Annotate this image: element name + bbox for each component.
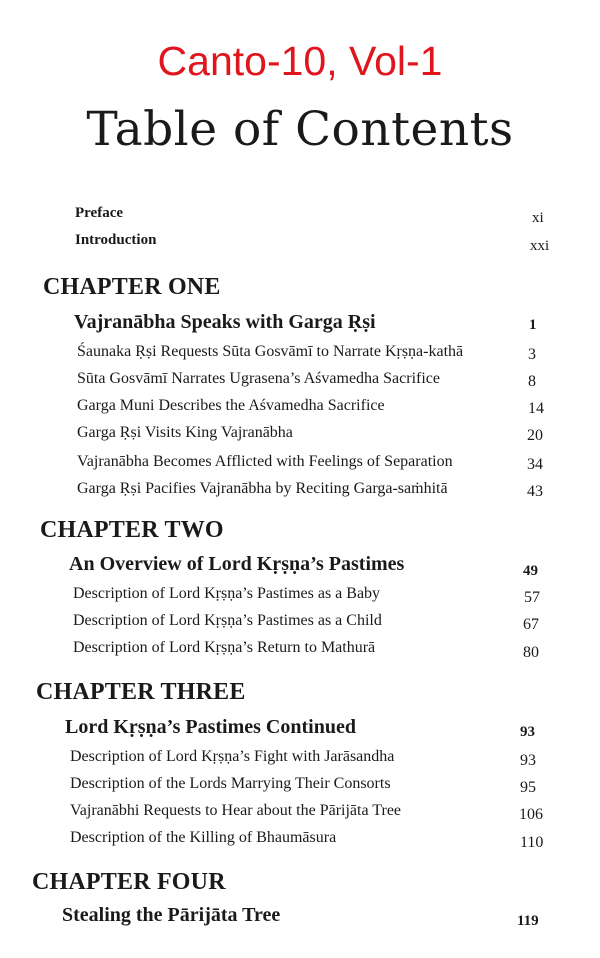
section-label: Śaunaka Ṛṣi Requests Sūta Gosvāmī to Narrate Kṛṣṇa-kathā [77,343,464,360]
chapter-heading: CHAPTER THREE [36,679,246,705]
chapter-title: Lord Kṛṣṇa’s Pastimes Continued [65,716,356,738]
section-label: Garga Ṛṣi Pacifies Vajranābha by Reciting Garga-saṁhitā [77,480,448,497]
chapter-heading: CHAPTER TWO [40,517,224,543]
section-page: 20 [527,427,543,444]
section-page: 3 [528,346,536,363]
section-page: 95 [520,779,536,796]
chapter-heading: CHAPTER FOUR [32,869,226,895]
section-label: Description of Lord Kṛṣṇa’s Pastimes as a Baby [73,585,381,602]
section-page: 57 [524,589,540,606]
section-label: Vajranābha Becomes Afflicted with Feelings of Separation [77,453,453,470]
chapter-heading: CHAPTER ONE [43,274,221,300]
section-page: 8 [528,373,536,390]
section-page: 43 [527,483,543,500]
entry-label: Preface [75,205,124,221]
section-label: Vajranābhi Requests to Hear about the Pārijāta Tree [70,802,402,819]
section-label: Description of the Lords Marrying Their Consorts [70,775,391,792]
section-label: Garga Muni Describes the Aśvamedha Sacrifice [77,397,385,414]
section-page: 80 [523,644,539,661]
canto-label: Canto-10, Vol-1 [157,38,443,84]
section-page: 34 [527,456,543,473]
section-label: Description of Lord Kṛṣṇa’s Pastimes as a Child [73,612,382,629]
section-label: Sūta Gosvāmī Narrates Ugrasena’s Aśvamedha Sacrifice [77,370,440,387]
chapter-page: 1 [529,317,537,333]
page-title: Table of Contents [86,102,514,157]
section-label: Garga Ṛṣi Visits King Vajranābha [77,424,293,441]
section-page: 14 [528,400,544,417]
chapter-page: 119 [517,913,539,929]
section-label: Description of Lord Kṛṣṇa’s Fight with Jarāsandha [70,748,395,765]
chapter-page: 93 [520,724,535,740]
section-page: 67 [523,616,539,633]
chapter-title: An Overview of Lord Kṛṣṇa’s Pastimes [69,553,405,575]
section-label: Description of Lord Kṛṣṇa’s Return to Mathurā [73,639,376,656]
section-page: 106 [519,806,543,823]
chapter-title: Vajranābha Speaks with Garga Ṛṣi [74,311,376,333]
section-label: Description of the Killing of Bhaumāsura [70,829,337,846]
chapter-title: Stealing the Pārijāta Tree [62,904,281,926]
entry-label: Introduction [75,232,157,248]
chapter-page: 49 [523,563,538,579]
entry-page: xxi [530,238,550,254]
entry-page: xi [532,210,544,226]
section-page: 93 [520,752,536,769]
section-page: 110 [520,834,544,851]
